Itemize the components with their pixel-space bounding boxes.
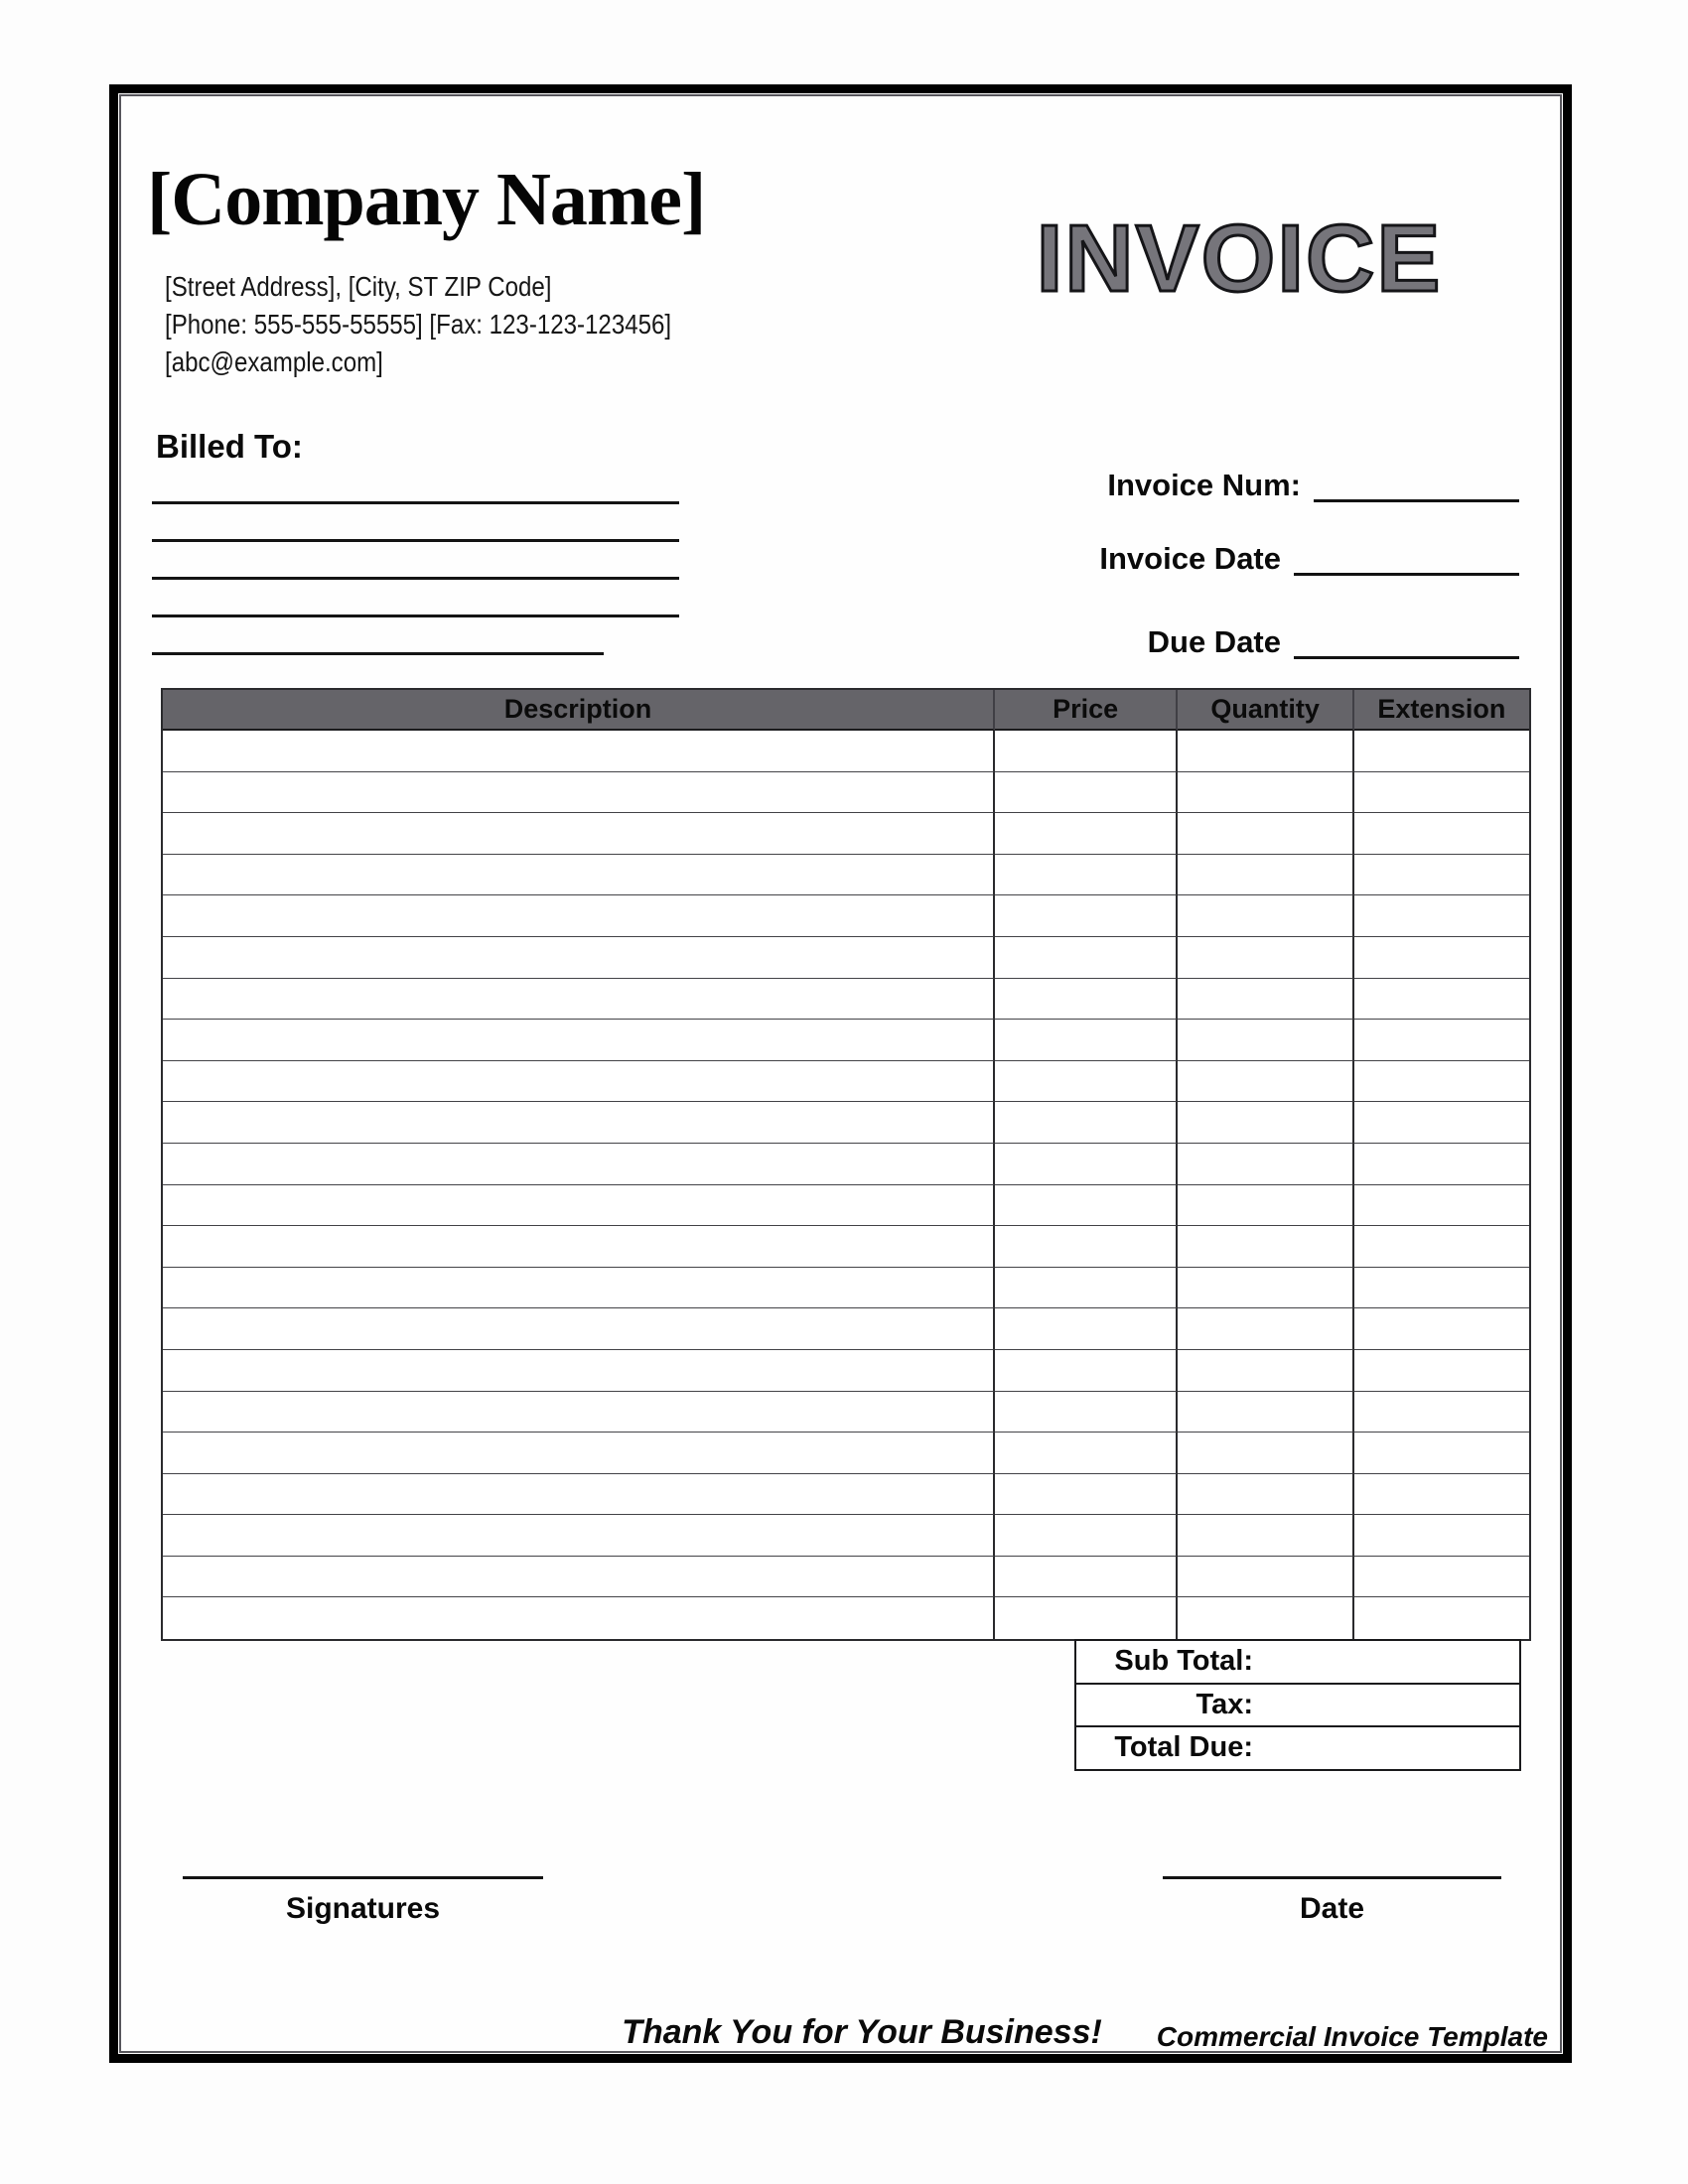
item-cell-extension[interactable] — [1354, 1597, 1529, 1639]
item-cell-description[interactable] — [163, 1268, 995, 1309]
item-cell-extension[interactable] — [1354, 813, 1529, 855]
table-row — [163, 1557, 1529, 1598]
item-cell-description[interactable] — [163, 813, 995, 855]
total-due-label: Total Due: — [1114, 1731, 1253, 1764]
item-cell-price[interactable] — [995, 1144, 1178, 1185]
item-cell-quantity[interactable] — [1178, 1268, 1354, 1309]
item-cell-quantity[interactable] — [1178, 731, 1354, 772]
item-cell-extension[interactable] — [1354, 1061, 1529, 1103]
item-cell-quantity[interactable] — [1178, 1020, 1354, 1061]
item-cell-price[interactable] — [995, 855, 1178, 896]
date-label: Date — [1299, 1892, 1365, 1925]
table-row — [163, 1144, 1529, 1185]
billed-to-line-3[interactable] — [152, 577, 679, 580]
table-row — [163, 1020, 1529, 1061]
item-cell-extension[interactable] — [1354, 1226, 1529, 1268]
item-cell-extension[interactable] — [1354, 1557, 1529, 1598]
column-header-quantity: Quantity — [1178, 690, 1354, 731]
item-cell-extension[interactable] — [1354, 1474, 1529, 1516]
table-row — [163, 1474, 1529, 1516]
table-row — [163, 1597, 1529, 1639]
company-name: [Company Name] — [147, 158, 706, 241]
due-date-label: Due Date — [1147, 624, 1281, 659]
item-cell-extension[interactable] — [1354, 1144, 1529, 1185]
company-address-line3: [abc@example.com] — [165, 346, 383, 377]
table-row — [163, 855, 1529, 896]
item-cell-extension[interactable] — [1354, 772, 1529, 814]
item-cell-price[interactable] — [995, 979, 1178, 1021]
item-cell-description[interactable] — [163, 937, 995, 979]
items-table — [161, 688, 1531, 1641]
footer-thank-you: Thank You for Your Business! — [622, 2013, 1102, 2051]
billed-to-line-4[interactable] — [152, 614, 679, 617]
table-row — [163, 1515, 1529, 1557]
billed-to-line-5[interactable] — [152, 652, 604, 655]
table-row — [163, 772, 1529, 814]
item-cell-quantity[interactable] — [1178, 772, 1354, 814]
item-cell-price[interactable] — [995, 1061, 1178, 1103]
item-cell-quantity[interactable] — [1178, 1474, 1354, 1516]
item-cell-extension[interactable] — [1354, 1515, 1529, 1557]
item-cell-price[interactable] — [995, 1433, 1178, 1474]
item-cell-description[interactable] — [163, 1020, 995, 1061]
table-row — [163, 813, 1529, 855]
item-cell-extension[interactable] — [1354, 731, 1529, 772]
item-cell-description[interactable] — [163, 1308, 995, 1350]
column-header-description: Description — [163, 690, 995, 731]
item-cell-description[interactable] — [163, 1350, 995, 1392]
totals-box — [1074, 1639, 1521, 1771]
item-cell-quantity[interactable] — [1178, 1185, 1354, 1227]
item-cell-price[interactable] — [995, 1515, 1178, 1557]
item-cell-extension[interactable] — [1354, 1433, 1529, 1474]
item-cell-extension[interactable] — [1354, 1350, 1529, 1392]
item-cell-price[interactable] — [995, 1102, 1178, 1144]
item-cell-quantity[interactable] — [1178, 1061, 1354, 1103]
item-cell-description[interactable] — [163, 731, 995, 772]
invoice-num-row — [1107, 466, 1519, 502]
item-cell-extension[interactable] — [1354, 1392, 1529, 1433]
item-cell-price[interactable] — [995, 813, 1178, 855]
billed-to-line-1[interactable] — [152, 501, 679, 504]
signatures-line[interactable] — [183, 1876, 543, 1879]
company-address-line2: [Phone: 555-555-55555] [Fax: 123-123-123456] — [165, 309, 672, 340]
billed-to-label: Billed To: — [156, 428, 303, 465]
signatures-label: Signatures — [285, 1892, 441, 1925]
item-cell-extension[interactable] — [1354, 895, 1529, 937]
invoice-date-label: Invoice Date — [1099, 541, 1281, 576]
table-row — [163, 731, 1529, 772]
column-header-price: Price — [995, 690, 1178, 731]
due-date-line[interactable] — [1294, 622, 1519, 659]
item-cell-extension[interactable] — [1354, 1102, 1529, 1144]
item-cell-price[interactable] — [995, 1185, 1178, 1227]
table-row — [163, 937, 1529, 979]
billed-to-line-2[interactable] — [152, 539, 679, 542]
item-cell-description[interactable] — [163, 772, 995, 814]
item-cell-price[interactable] — [995, 1557, 1178, 1598]
item-cell-quantity[interactable] — [1178, 979, 1354, 1021]
table-row — [163, 1433, 1529, 1474]
item-cell-price[interactable] — [995, 1226, 1178, 1268]
item-cell-description[interactable] — [163, 895, 995, 937]
item-cell-description[interactable] — [163, 1433, 995, 1474]
item-cell-quantity[interactable] — [1178, 1433, 1354, 1474]
table-header-row — [163, 690, 1529, 731]
item-cell-description[interactable] — [163, 855, 995, 896]
item-cell-description[interactable] — [163, 1392, 995, 1433]
tax-row — [1076, 1683, 1519, 1726]
item-cell-description[interactable] — [163, 1226, 995, 1268]
table-row — [163, 1392, 1529, 1433]
footer-template-name: Commercial Invoice Template — [1156, 2021, 1548, 2052]
item-cell-description[interactable] — [163, 1515, 995, 1557]
tax-label: Tax: — [1196, 1688, 1253, 1720]
total-due-value[interactable] — [1253, 1727, 1519, 1769]
invoice-num-line[interactable] — [1314, 466, 1519, 502]
item-cell-quantity[interactable] — [1178, 1597, 1354, 1639]
subtotal-row — [1076, 1641, 1519, 1683]
item-cell-extension[interactable] — [1354, 937, 1529, 979]
item-cell-price[interactable] — [995, 1392, 1178, 1433]
item-cell-quantity[interactable] — [1178, 813, 1354, 855]
item-cell-price[interactable] — [995, 1350, 1178, 1392]
item-cell-quantity[interactable] — [1178, 1102, 1354, 1144]
table-row — [163, 1061, 1529, 1103]
item-cell-price[interactable] — [995, 1020, 1178, 1061]
item-cell-quantity[interactable] — [1178, 937, 1354, 979]
item-cell-extension[interactable] — [1354, 855, 1529, 896]
tax-value[interactable] — [1253, 1685, 1519, 1726]
item-cell-price[interactable] — [995, 1268, 1178, 1309]
invoice-date-row — [1099, 539, 1519, 576]
item-cell-extension[interactable] — [1354, 1020, 1529, 1061]
column-header-extension: Extension — [1354, 690, 1529, 731]
item-cell-price[interactable] — [995, 895, 1178, 937]
item-cell-description[interactable] — [163, 1102, 995, 1144]
invoice-num-label: Invoice Num: — [1107, 468, 1301, 502]
item-cell-extension[interactable] — [1354, 1308, 1529, 1350]
item-cell-quantity[interactable] — [1178, 895, 1354, 937]
item-cell-extension[interactable] — [1354, 1268, 1529, 1309]
item-cell-quantity[interactable] — [1178, 1226, 1354, 1268]
item-cell-quantity[interactable] — [1178, 1515, 1354, 1557]
invoice-date-line[interactable] — [1294, 539, 1519, 576]
table-row — [163, 1102, 1529, 1144]
company-address-line1: [Street Address], [City, ST ZIP Code] — [165, 271, 552, 302]
table-row — [163, 1350, 1529, 1392]
table-row — [163, 1308, 1529, 1350]
item-cell-description[interactable] — [163, 979, 995, 1021]
subtotal-value[interactable] — [1253, 1641, 1519, 1683]
item-cell-description[interactable] — [163, 1061, 995, 1103]
item-cell-price[interactable] — [995, 937, 1178, 979]
item-cell-quantity[interactable] — [1178, 1350, 1354, 1392]
invoice-title: INVOICE — [1036, 205, 1443, 312]
table-row — [163, 979, 1529, 1021]
item-cell-quantity[interactable] — [1178, 1308, 1354, 1350]
item-cell-description[interactable] — [163, 1597, 995, 1639]
table-row — [163, 1268, 1529, 1309]
table-row — [163, 1185, 1529, 1227]
item-cell-quantity[interactable] — [1178, 855, 1354, 896]
item-cell-extension[interactable] — [1354, 979, 1529, 1021]
date-line[interactable] — [1163, 1876, 1501, 1879]
item-cell-description[interactable] — [163, 1557, 995, 1598]
item-cell-price[interactable] — [995, 772, 1178, 814]
item-cell-description[interactable] — [163, 1144, 995, 1185]
due-date-row — [1148, 622, 1519, 659]
item-cell-quantity[interactable] — [1178, 1557, 1354, 1598]
item-cell-description[interactable] — [163, 1185, 995, 1227]
item-cell-extension[interactable] — [1354, 1185, 1529, 1227]
subtotal-label: Sub Total: — [1114, 1645, 1253, 1678]
item-cell-price[interactable] — [995, 1308, 1178, 1350]
table-row — [163, 895, 1529, 937]
table-row — [163, 1226, 1529, 1268]
item-cell-quantity[interactable] — [1178, 1392, 1354, 1433]
item-cell-quantity[interactable] — [1178, 1144, 1354, 1185]
total-due-row — [1076, 1725, 1519, 1769]
item-cell-price[interactable] — [995, 1474, 1178, 1516]
company-address — [165, 268, 671, 381]
item-cell-price[interactable] — [995, 731, 1178, 772]
item-cell-description[interactable] — [163, 1474, 995, 1516]
item-cell-price[interactable] — [995, 1597, 1178, 1639]
